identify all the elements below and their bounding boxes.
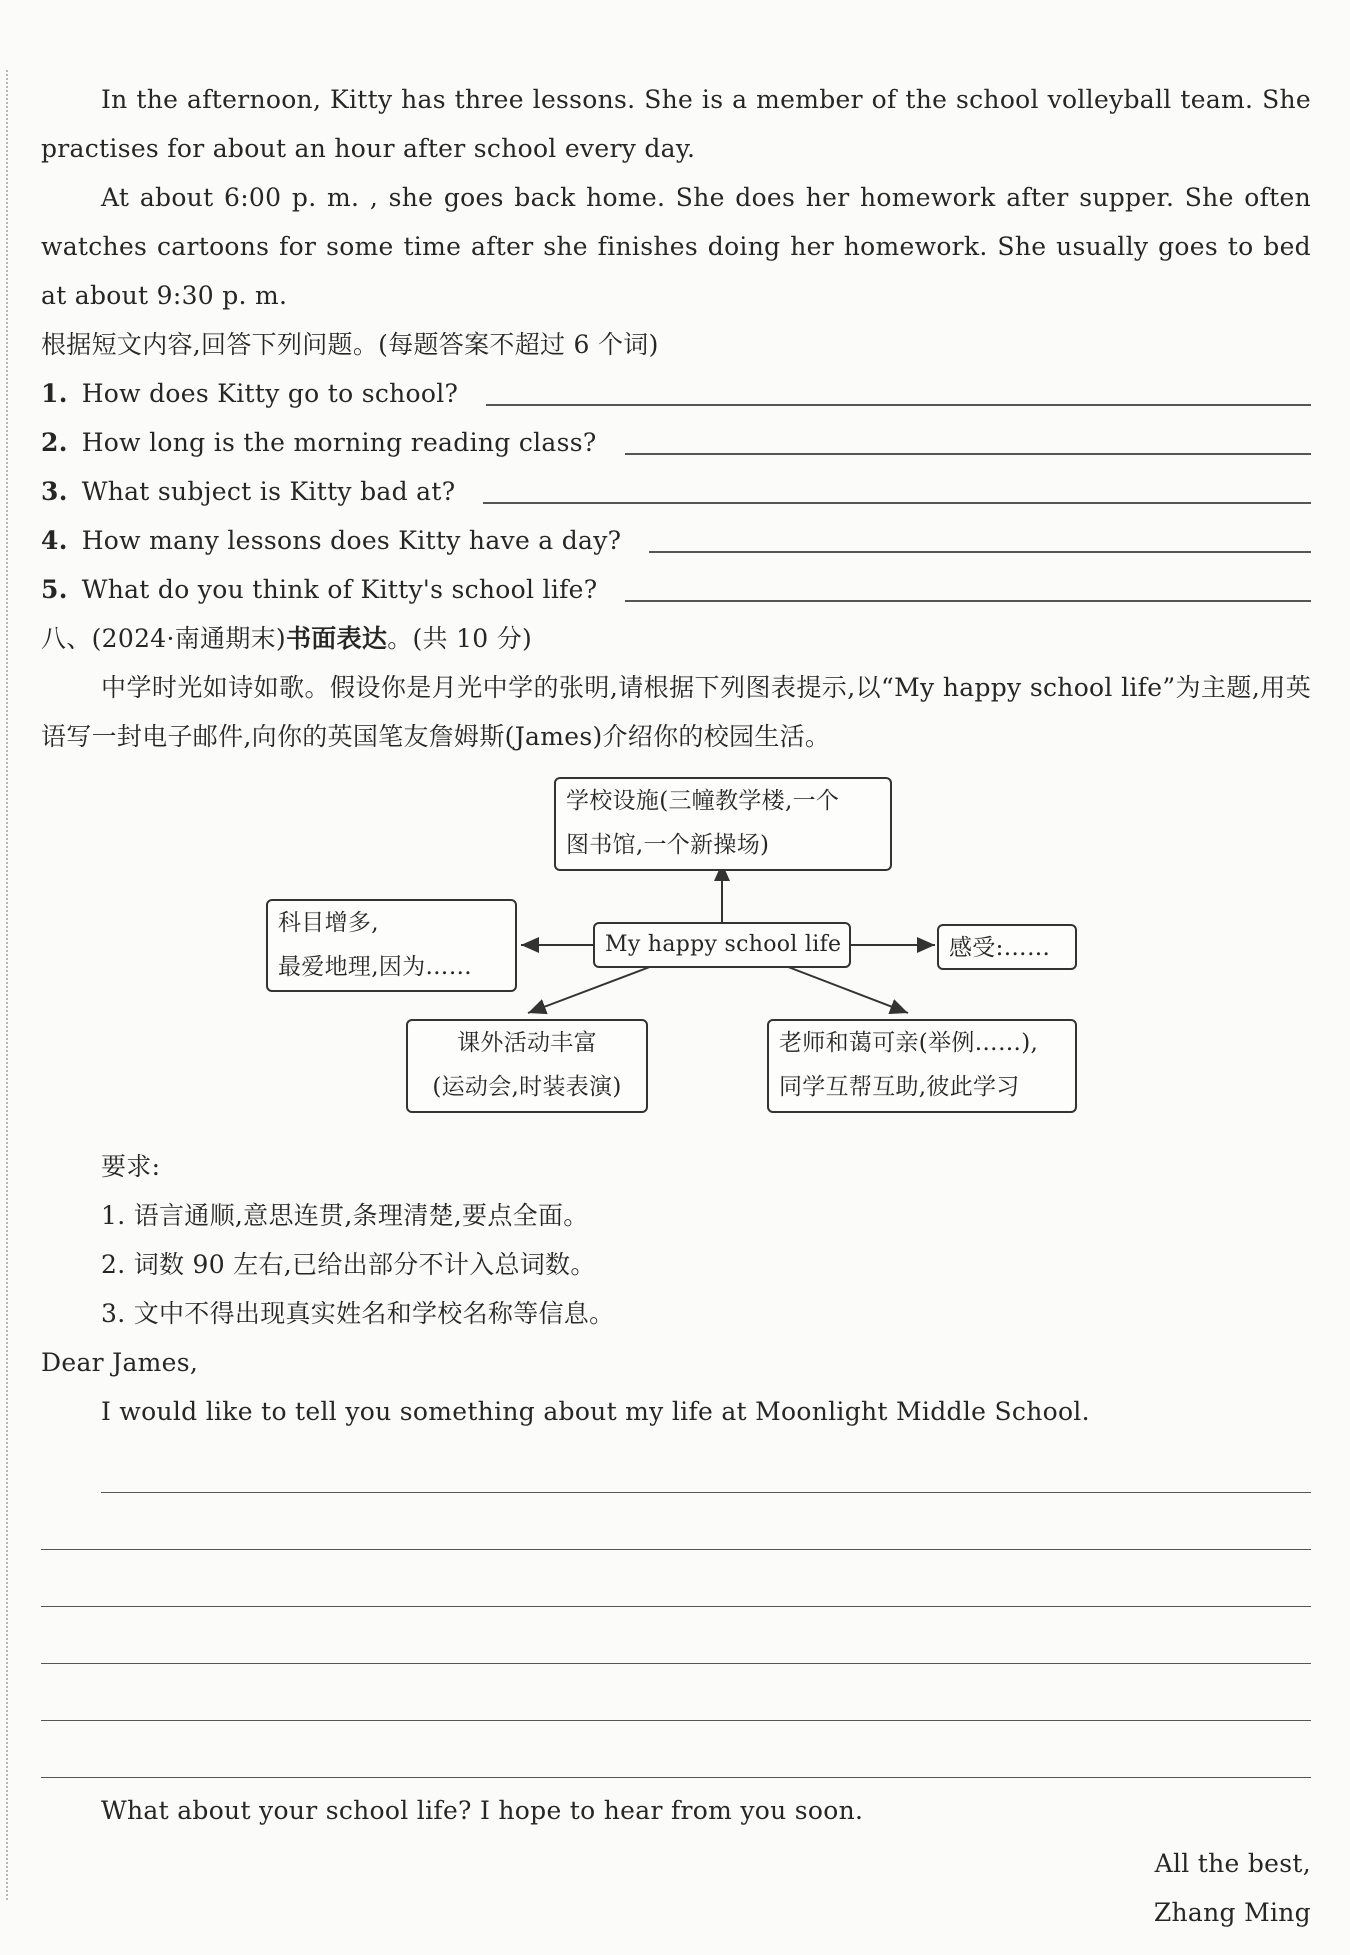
- question-item: [41, 565, 1311, 614]
- letter-signoff: All the best,: [1154, 1849, 1311, 1878]
- letter-signature: Zhang Ming: [1153, 1898, 1311, 1927]
- requirements-title: 要求:: [101, 1152, 161, 1181]
- requirement-item: 2. 词数 90 左右,已给出部分不计入总词数。: [101, 1250, 596, 1279]
- box-facilities: [554, 777, 892, 871]
- requirement-item: 3. 文中不得出现真实姓名和学校名称等信息。: [101, 1299, 615, 1328]
- writing-area: [41, 1436, 1311, 1778]
- question-text: What subject is Kitty bad at?: [81, 477, 456, 506]
- box-teachers-line-2: 同学互帮互助,彼此学习: [779, 1074, 1020, 1100]
- passage-paragraph-2: At about 6:00 p. m. , she goes back home. She does her homework after supper. She often watches cartoons for some time after she finishes doing her homework. She usually goes to bed at about 9:30 p. m.: [41, 183, 1311, 310]
- letter-opening: I would like to tell you something about my life at Moonlight Middle School.: [101, 1397, 1090, 1426]
- question-number: 5.: [41, 575, 68, 604]
- box-center-topic: My happy school life: [593, 922, 851, 968]
- section-8-number: 八、(2024·南通期末): [41, 624, 286, 653]
- answer-blank[interactable]: [649, 525, 1311, 553]
- box-activities-line-1: 课外活动丰富: [457, 1030, 597, 1056]
- question-text: How many lessons does Kitty have a day?: [81, 526, 622, 555]
- writing-prompt: 中学时光如诗如歌。假设你是月光中学的张明,请根据下列图表提示,以“My happy school life”为主题,用英语写一封电子邮件,向你的英国笔友詹姆斯(James)介绍你的校园生活。: [41, 673, 1311, 751]
- box-teachers: [767, 1019, 1077, 1113]
- letter-closing: What about your school life? I hope to hear from you soon.: [101, 1796, 864, 1825]
- question-number: 1.: [41, 379, 68, 408]
- question-item: [41, 467, 1311, 516]
- question-text: How does Kitty go to school?: [81, 379, 459, 408]
- page-edge-dots: [6, 70, 8, 1900]
- questions-instruction: 根据短文内容,回答下列问题。(每题答案不超过 6 个词): [41, 330, 659, 359]
- answer-blank[interactable]: [625, 574, 1311, 602]
- box-facilities-line-1: 学校设施(三幢教学楼,一个: [566, 788, 840, 814]
- writing-line[interactable]: [101, 1436, 1311, 1493]
- box-activities-line-2: (运动会,时装表演): [432, 1074, 622, 1100]
- question-item: [41, 418, 1311, 467]
- question-number: 4.: [41, 526, 68, 555]
- box-activities: [406, 1019, 648, 1113]
- answer-blank[interactable]: [483, 476, 1311, 504]
- letter-greeting: Dear James,: [41, 1348, 199, 1377]
- question-number: 3.: [41, 477, 68, 506]
- section-8-title: 书面表达: [285, 624, 388, 653]
- question-text: What do you think of Kitty's school life?: [81, 575, 598, 604]
- box-subjects: [266, 899, 517, 992]
- question-number: 2.: [41, 428, 68, 457]
- writing-line[interactable]: [41, 1664, 1311, 1721]
- section-8-score: 。(共 10 分): [387, 624, 533, 653]
- section-8-heading: [41, 614, 1311, 663]
- question-text: How long is the morning reading class?: [81, 428, 597, 457]
- writing-line[interactable]: [41, 1721, 1311, 1778]
- box-teachers-line-1: 老师和蔼可亲(举例……),: [779, 1030, 1039, 1056]
- arrow-to-bottom-right: [783, 965, 908, 1013]
- worksheet-page: [41, 75, 1311, 1937]
- arrow-to-bottom-left: [528, 965, 655, 1013]
- box-feelings: 感受:……: [937, 924, 1077, 970]
- box-facilities-line-2: 图书馆,一个新操场): [566, 832, 770, 858]
- answer-blank[interactable]: [625, 427, 1311, 455]
- passage-paragraph-1: In the afternoon, Kitty has three lessons. She is a member of the school volleyball team. She practises for about an hour after school every day.: [41, 85, 1311, 163]
- mind-map: [41, 767, 1311, 1142]
- box-subjects-line-1: 科目增多,: [278, 910, 379, 936]
- writing-line[interactable]: [41, 1607, 1311, 1664]
- question-item: [41, 516, 1311, 565]
- question-item: [41, 369, 1311, 418]
- question-list: [41, 369, 1311, 614]
- answer-blank[interactable]: [486, 378, 1311, 406]
- box-subjects-line-2: 最爱地理,因为……: [278, 954, 473, 980]
- requirement-item: 1. 语言通顺,意思连贯,条理清楚,要点全面。: [101, 1201, 589, 1230]
- writing-line[interactable]: [41, 1493, 1311, 1550]
- writing-line[interactable]: [41, 1550, 1311, 1607]
